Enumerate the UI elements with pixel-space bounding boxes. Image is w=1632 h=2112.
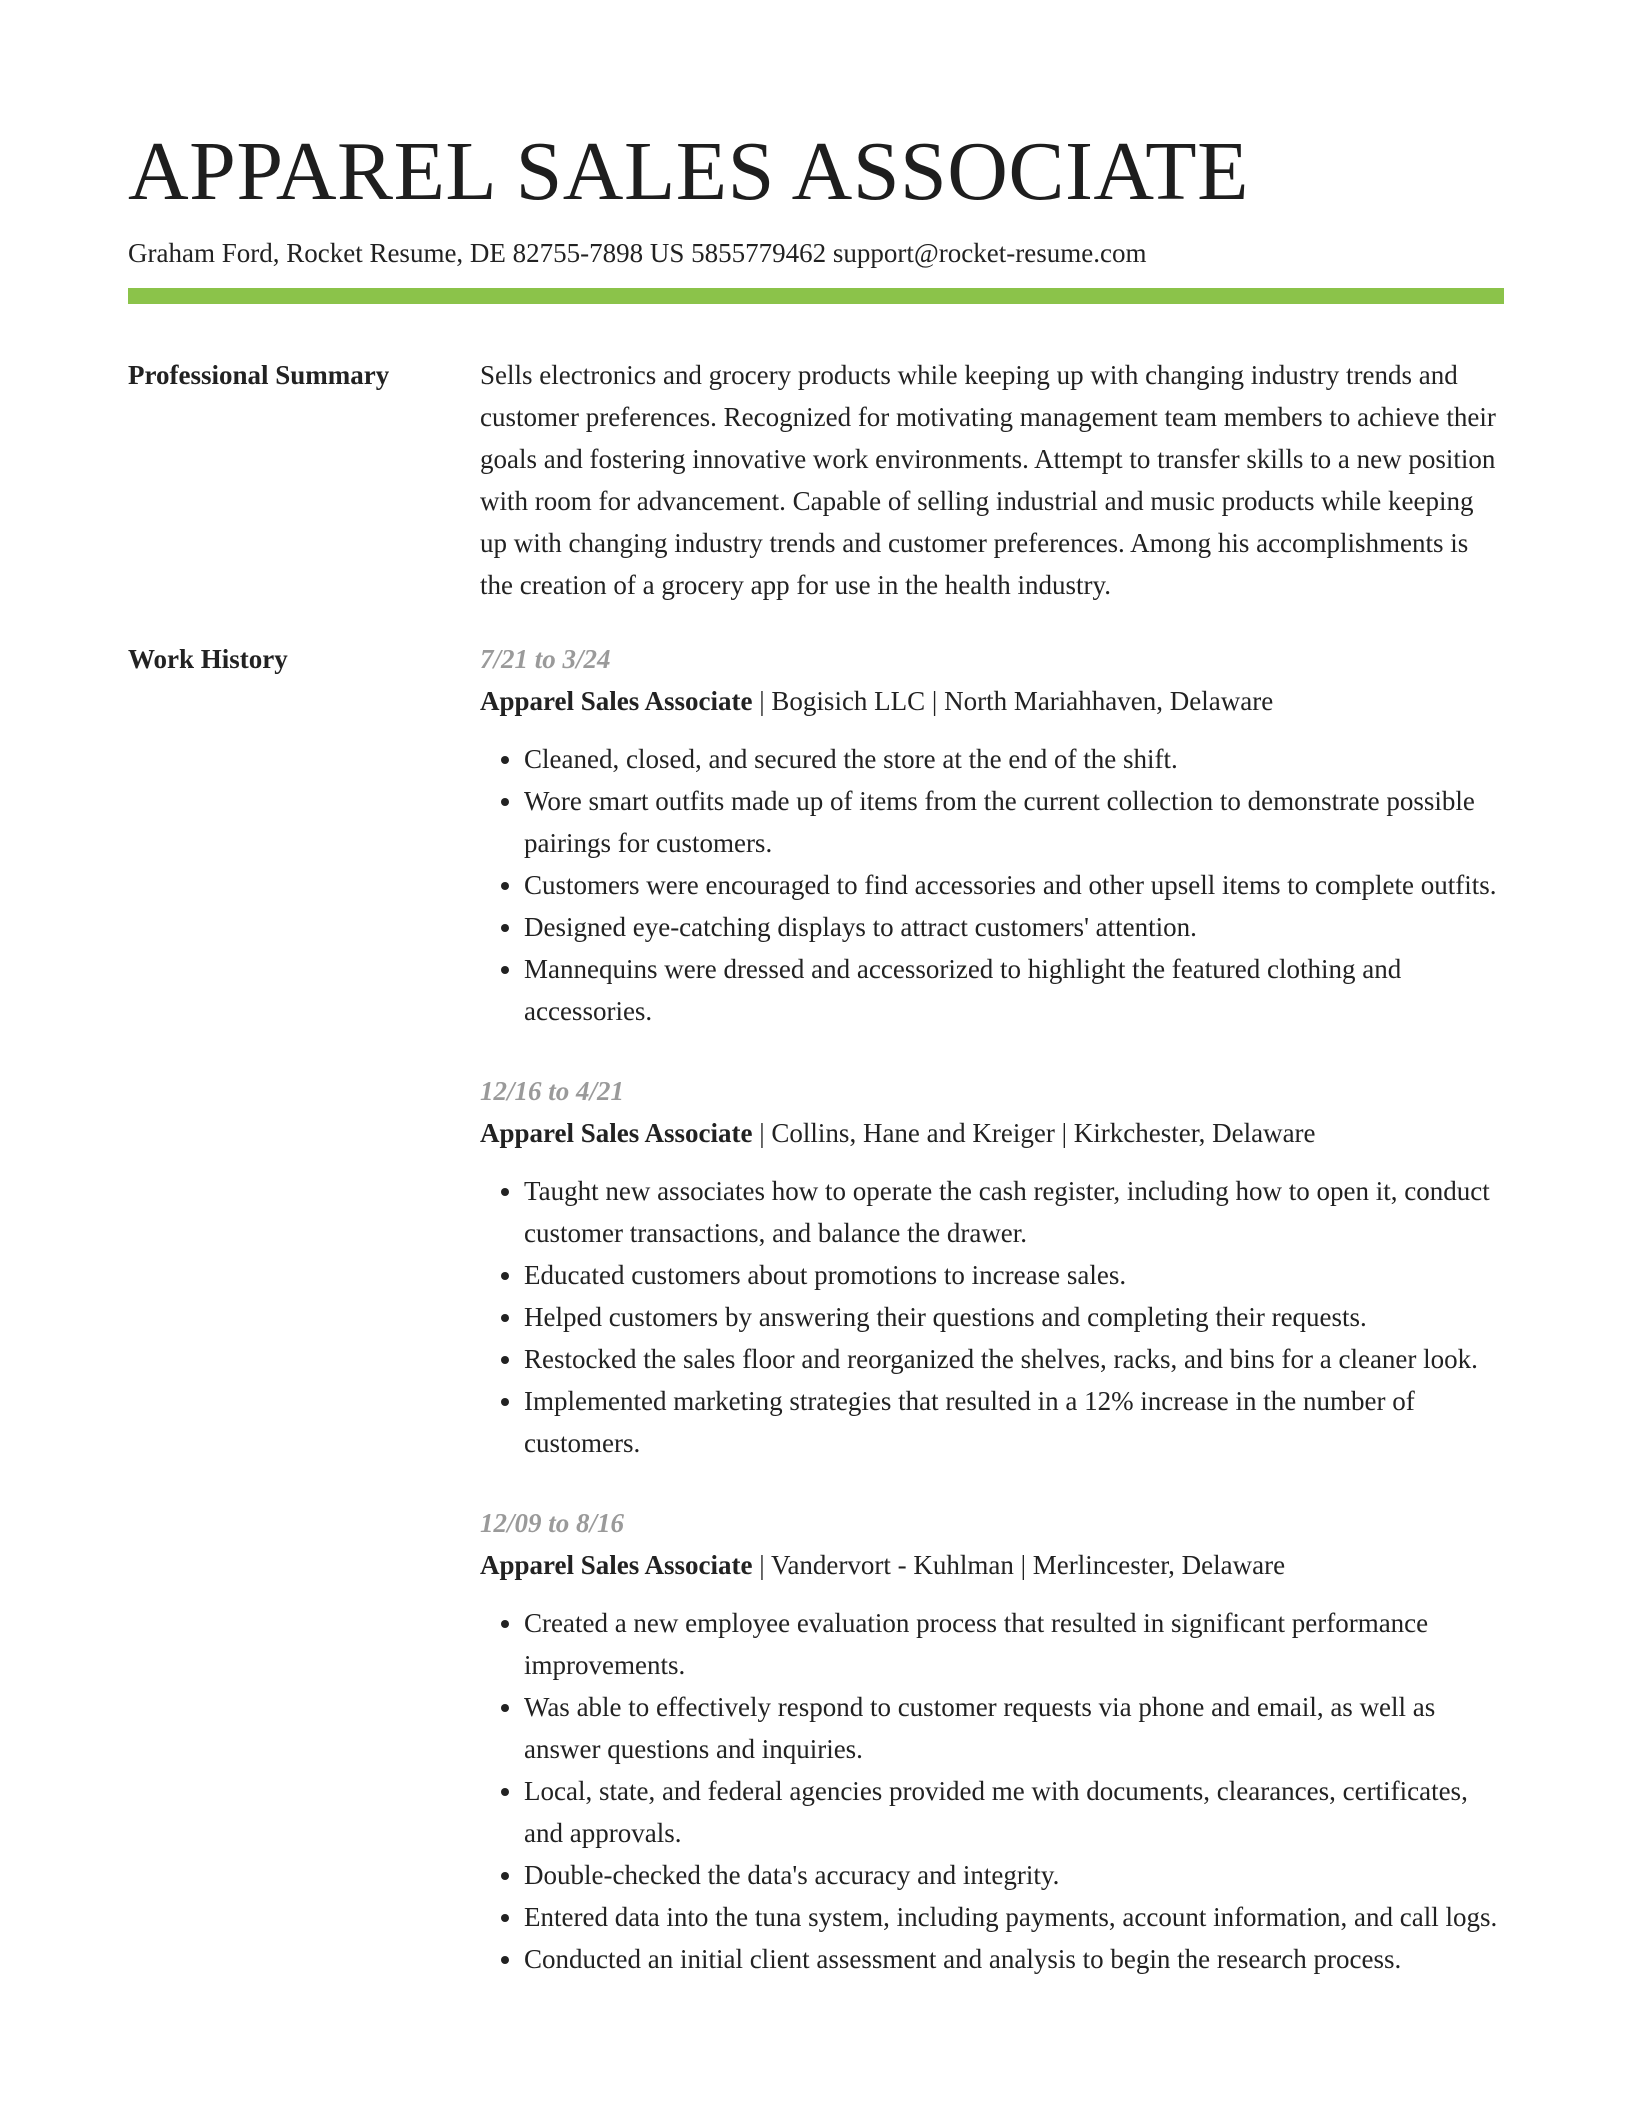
list-item: • Educated customers about promotions to increase sales. (524, 1254, 1504, 1296)
list-item: • Was able to effectively respond to customer requests via phone and email, as well as answer questions and inquiries. (524, 1686, 1504, 1770)
job-dates: 7/21 to 3/24 (480, 644, 611, 674)
resume-page (128, 124, 1504, 2018)
job-entry (480, 1070, 1504, 1464)
job-company: Bogisich LLC (771, 686, 926, 716)
section-label-summary: Professional Summary (128, 360, 390, 390)
list-item: • Customers were encouraged to find accessories and other upsell items to complete outfits. (524, 864, 1504, 906)
job-separator: | (752, 686, 772, 716)
job-entry (480, 1502, 1504, 1980)
job-heading (480, 680, 1504, 722)
job-heading (480, 1544, 1504, 1586)
job-heading (480, 1112, 1504, 1154)
summary-body (480, 354, 1504, 606)
list-item: • Created a new employee evaluation process that resulted in significant performance improvements. (524, 1602, 1504, 1686)
work-history-section (128, 638, 1504, 2018)
job-separator: | (1054, 1118, 1074, 1148)
job-company: Collins, Hane and Kreiger (771, 1118, 1055, 1148)
job-title: Apparel Sales Associate (480, 1550, 753, 1580)
contact-line: Graham Ford, Rocket Resume, DE 82755-7898 US 5855779462 support@rocket-resume.com (128, 238, 1147, 268)
job-entry (480, 638, 1504, 1032)
list-item: • Helped customers by answering their questions and completing their requests. (524, 1296, 1504, 1338)
job-title: Apparel Sales Associate (480, 1118, 753, 1148)
job-bullets (480, 1602, 1504, 1980)
job-dates: 12/16 to 4/21 (480, 1076, 625, 1106)
list-item: • Cleaned, closed, and secured the store at the end of the shift. (524, 738, 1504, 780)
job-location: Kirkchester, Delaware (1073, 1118, 1316, 1148)
job-separator: | (1013, 1550, 1033, 1580)
list-item: • Designed eye-catching displays to attract customers' attention. (524, 906, 1504, 948)
job-bullets (480, 738, 1504, 1032)
job-separator: | (925, 686, 945, 716)
job-title: Apparel Sales Associate (480, 686, 753, 716)
list-item: • Local, state, and federal agencies provided me with documents, clearances, certificates, and approvals. (524, 1770, 1504, 1854)
list-item: • Implemented marketing strategies that resulted in a 12% increase in the number of customers. (524, 1380, 1504, 1464)
work-history-body (480, 638, 1504, 2018)
professional-summary-section (128, 354, 1504, 606)
section-label-work-history: Work History (128, 644, 288, 674)
list-item: • Taught new associates how to operate the cash register, including how to open it, conduct customer transactions, and balance the drawer. (524, 1170, 1504, 1254)
summary-text: Sells electronics and grocery products while keeping up with changing industry trends and customer preferences. Recognized for motivating management team members to achieve their goals and fostering innovative work environments. Attempt to transfer skills to a new position with room for advancement. Capable of selling industrial and music products while keeping up with changing industry trends and customer preferences. Among his accomplishments is the creation of a grocery app for use in the health industry. (480, 360, 1496, 600)
job-dates: 12/09 to 8/16 (480, 1508, 625, 1538)
list-item: • Conducted an initial client assessment and analysis to begin the research process. (524, 1938, 1504, 1980)
job-location: Merlincester, Delaware (1032, 1550, 1286, 1580)
list-item: • Restocked the sales floor and reorganized the shelves, racks, and bins for a cleaner look. (524, 1338, 1504, 1380)
resume-title: APPAREL SALES ASSOCIATE (128, 125, 1249, 218)
header-divider (128, 288, 1504, 304)
list-item: • Entered data into the tuna system, including payments, account information, and call logs. (524, 1896, 1504, 1938)
list-item: • Mannequins were dressed and accessorized to highlight the featured clothing and accessories. (524, 948, 1504, 1032)
job-separator: | (752, 1550, 771, 1580)
job-bullets (480, 1170, 1504, 1464)
list-item: • Double-checked the data's accuracy and integrity. (524, 1854, 1504, 1896)
job-location: North Mariahhaven, Delaware (944, 686, 1274, 716)
list-item: • Wore smart outfits made up of items from the current collection to demonstrate possible pairings for customers. (524, 780, 1504, 864)
job-company: Vandervort - Kuhlman (770, 1550, 1014, 1580)
job-separator: | (752, 1118, 772, 1148)
